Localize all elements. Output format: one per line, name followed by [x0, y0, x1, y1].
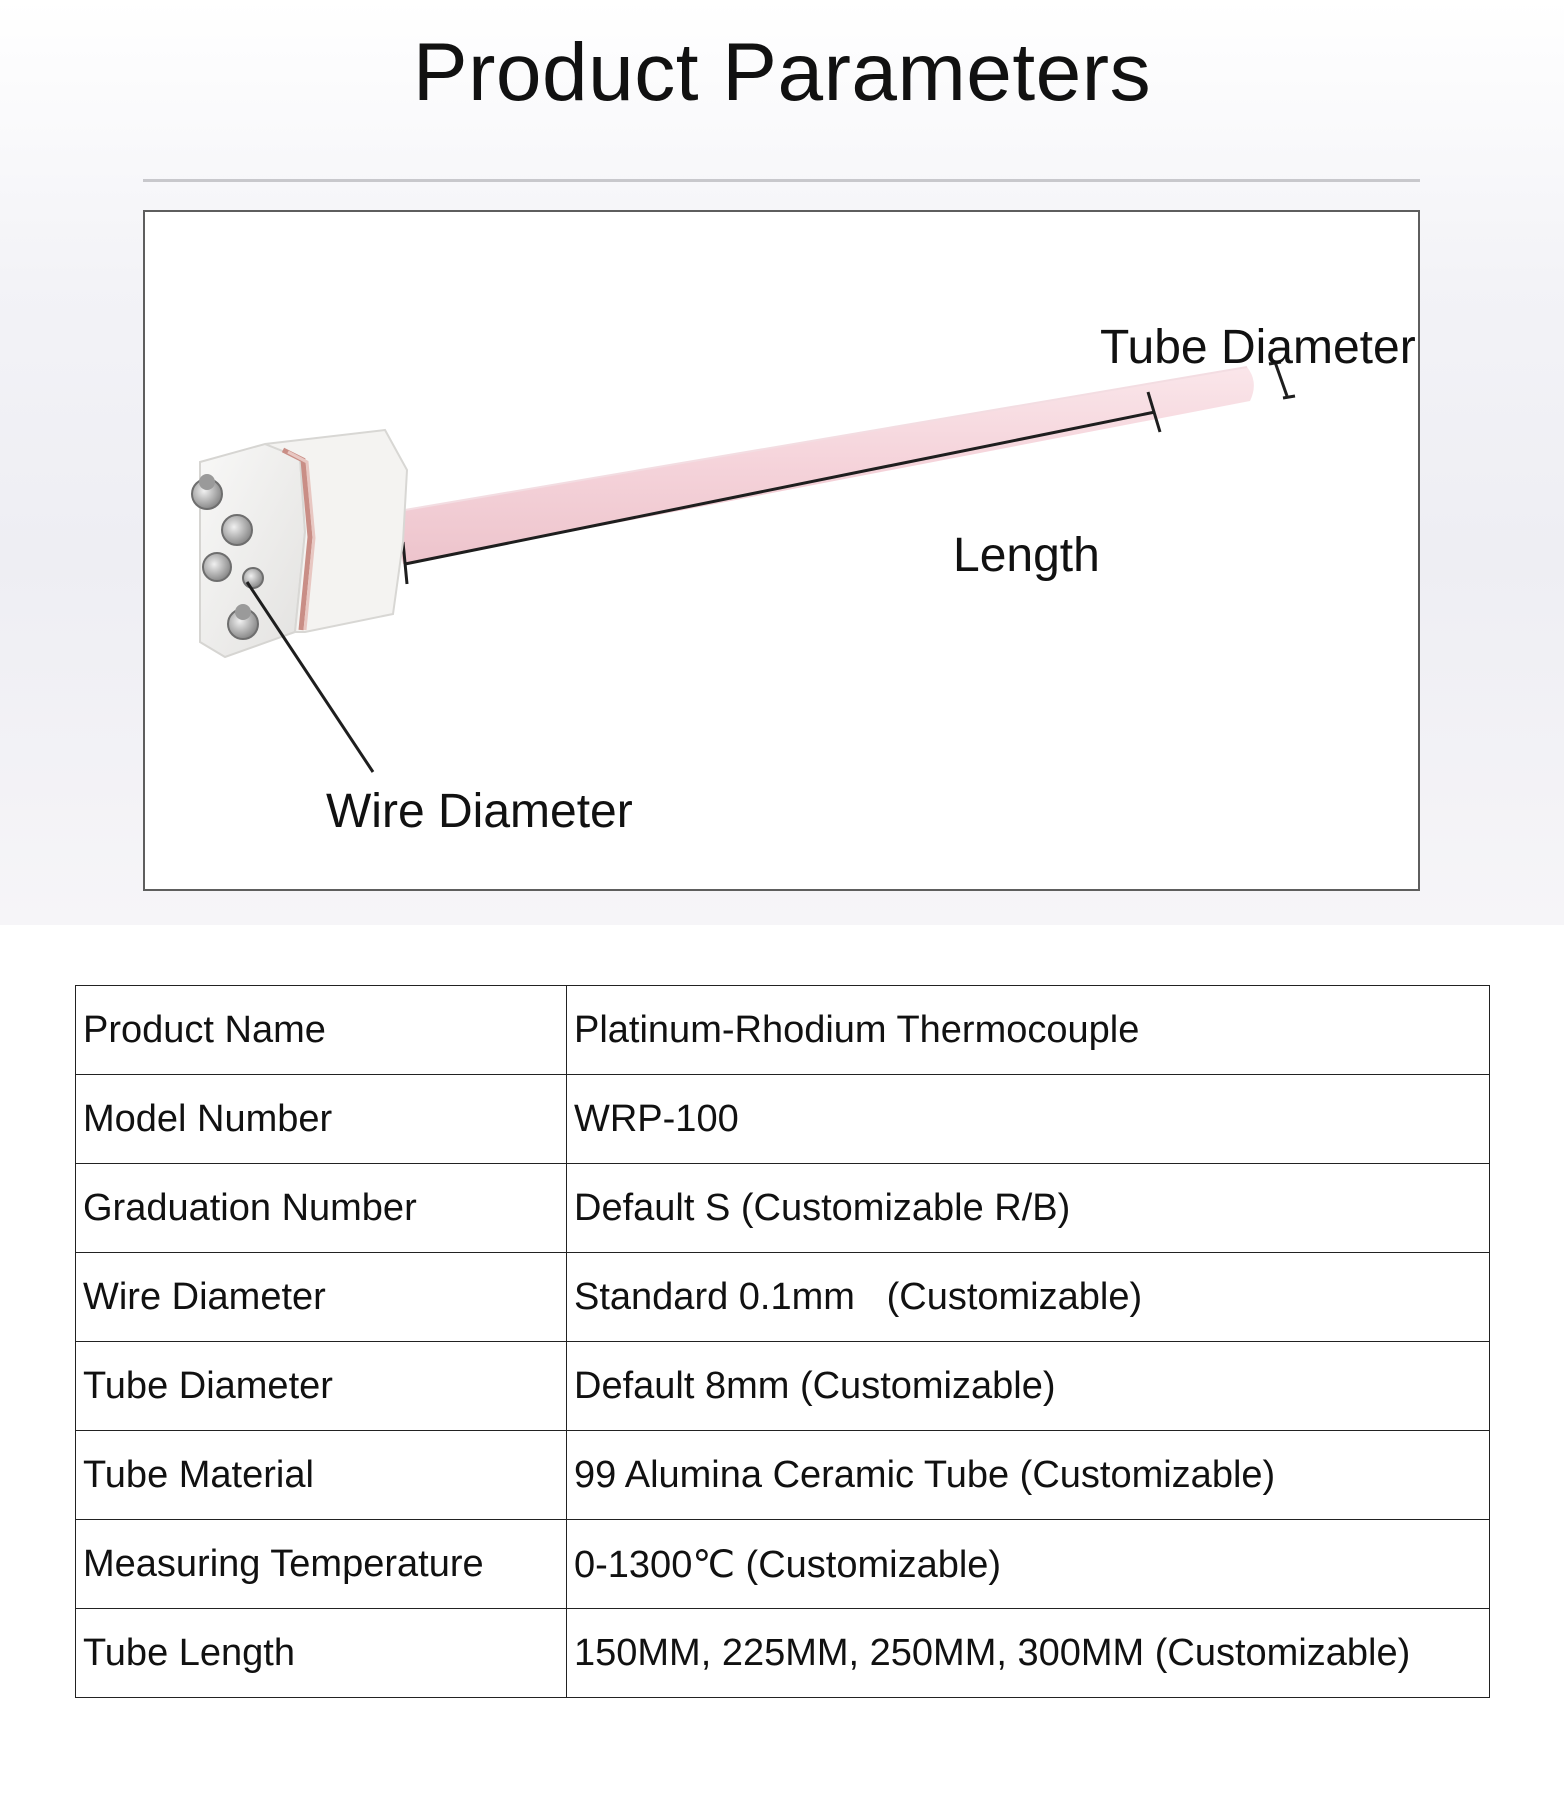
- length-label: Length: [953, 529, 1100, 582]
- title-divider: [143, 179, 1420, 182]
- parameter-name-cell: Tube Diameter: [76, 1342, 567, 1431]
- parameter-name-cell: Product Name: [76, 986, 567, 1075]
- parameter-name-cell: Measuring Temperature: [76, 1520, 567, 1609]
- table-row: [76, 986, 1490, 1075]
- table-row: [76, 1431, 1490, 1520]
- page-title: Product Parameters: [412, 27, 1152, 118]
- ceramic-tube: [393, 367, 1254, 564]
- table-row: [76, 1520, 1490, 1609]
- tube-diameter-label: Tube Diameter: [1100, 321, 1416, 374]
- parameter-name-cell: Tube Length: [76, 1609, 567, 1698]
- parameter-value-cell: WRP-100: [567, 1075, 1490, 1164]
- table-row: [76, 1164, 1490, 1253]
- parameter-value-cell: Standard 0.1mm (Customizable): [567, 1253, 1490, 1342]
- parameter-name-cell: Graduation Number: [76, 1164, 567, 1253]
- table-row: [76, 1253, 1490, 1342]
- table-row: [76, 1075, 1490, 1164]
- parameter-name-cell: Tube Material: [76, 1431, 567, 1520]
- parameter-value-cell: Platinum-Rhodium Thermocouple: [567, 986, 1490, 1075]
- parameter-value-cell: Default S (Customizable R/B): [567, 1164, 1490, 1253]
- parameter-name-cell: Wire Diameter: [76, 1253, 567, 1342]
- parameters-table: [75, 985, 1490, 1698]
- parameter-value-cell: Default 8mm (Customizable): [567, 1342, 1490, 1431]
- table-row: [76, 1342, 1490, 1431]
- parameter-value-cell: 150MM, 225MM, 250MM, 300MM (Customizable): [567, 1609, 1490, 1698]
- product-diagram: [143, 210, 1420, 891]
- parameter-value-cell: 99 Alumina Ceramic Tube (Customizable): [567, 1431, 1490, 1520]
- parameter-name-cell: Model Number: [76, 1075, 567, 1164]
- wire-diameter-label: Wire Diameter: [326, 785, 633, 838]
- parameter-value-cell: 0-1300℃ (Customizable): [567, 1520, 1490, 1609]
- table-row: [76, 1609, 1490, 1698]
